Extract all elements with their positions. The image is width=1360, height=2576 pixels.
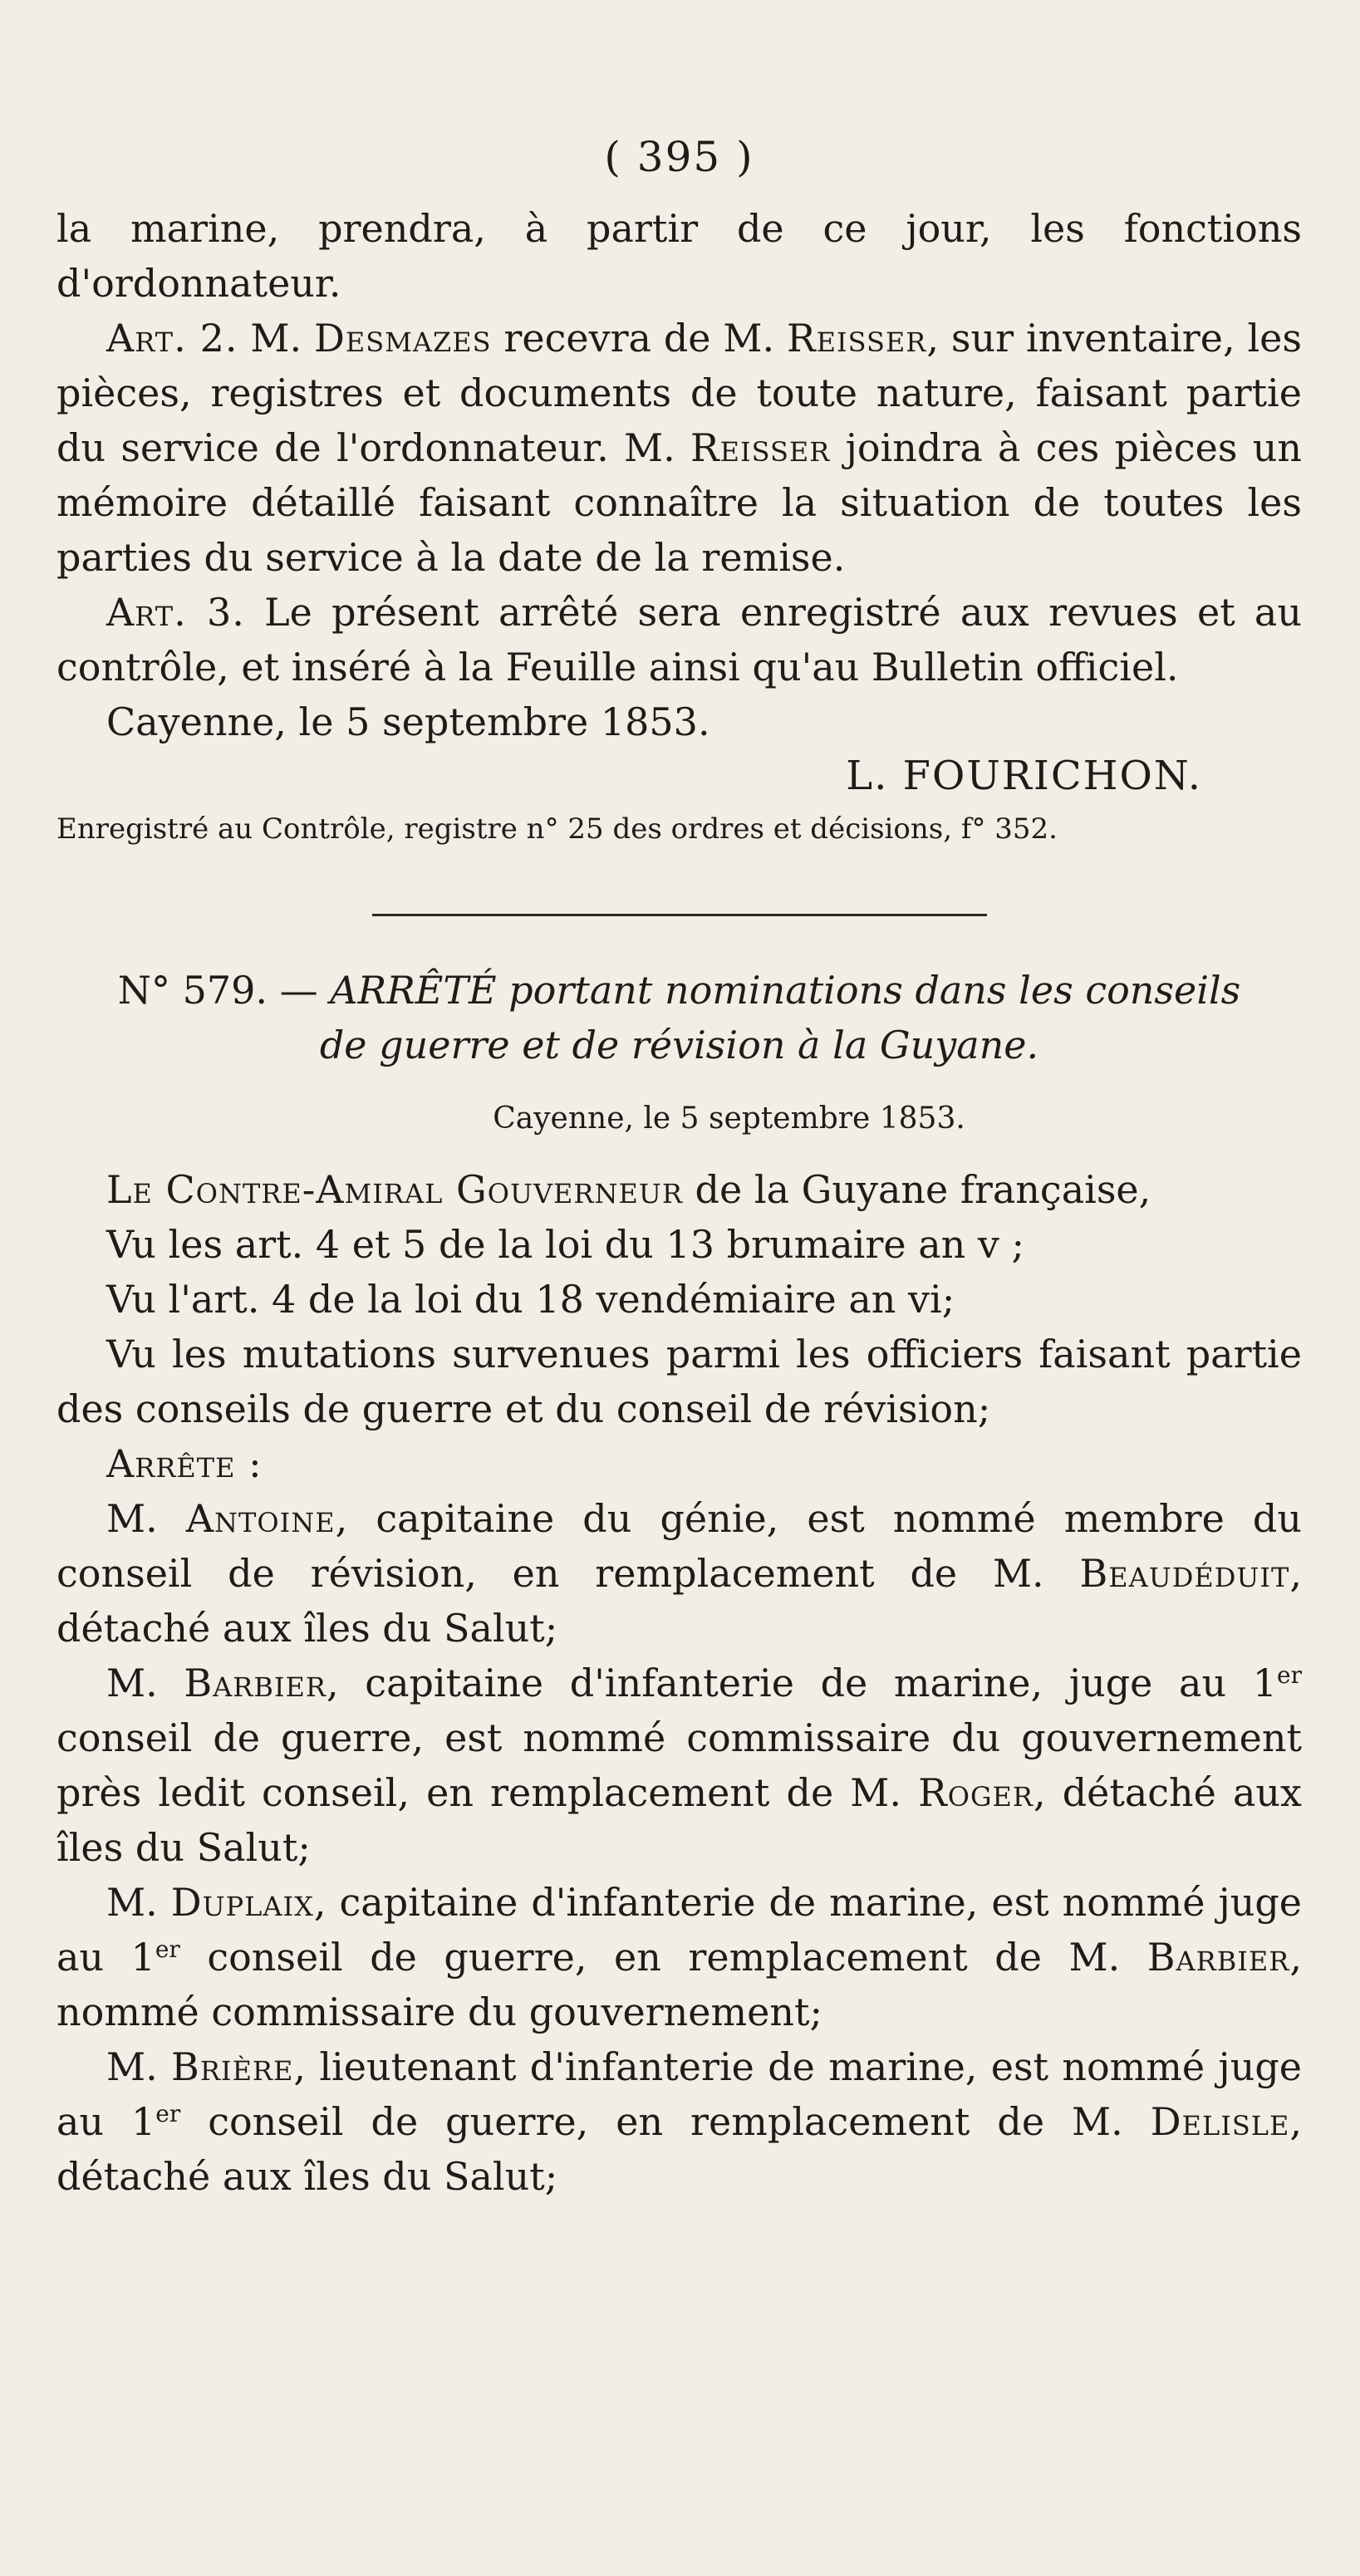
nomination-2: M. Barbier, capitaine d'infanterie de marine, juge au 1er conseil de guerre, est nommé commissaire du gouvernement près ledit conseil, en remplacement de M. Roger, détaché aux îles du Salut;: [56, 1661, 1302, 1870]
nomination-3: M. Duplaix, capitaine d'infanterie de marine, est nommé juge au 1er conseil de guerre, en remplacement de M. Barbier, nommé commissaire du gouvernement;: [56, 1880, 1302, 2034]
preamble: Le Contre-Amiral Gouverneur de la Guyane française,: [106, 1167, 1151, 1212]
issuer: Le Contre-Amiral Gouverneur: [106, 1167, 683, 1212]
nomination-1: M. Antoine, capitaine du génie, est nommé membre du conseil de révision, en remplacement de M. Beaudéduit, détaché aux îles du Salut;: [56, 1496, 1302, 1651]
article-2: Art. 2. M. Desmazes recevra de M. Reisser, sur inventaire, les pièces, registres et documents de toute nature, faisant partie du service de l'ordonnateur. M. Reisser joindra à ces pièces un mémoire détaillé faisant connaître la situation de toutes les parties du service à la date de la remise.: [56, 316, 1303, 580]
registration-note: Enregistré au Contrôle, registre n° 25 des ordres et décisions, f° 352.: [56, 812, 1058, 846]
person-name: Delisle: [1150, 2099, 1290, 2144]
decree-number: N° 579. —: [117, 968, 331, 1013]
person-name: Brière: [171, 2044, 294, 2089]
person-name: Reisser: [690, 425, 831, 470]
article-label: Art. 2.: [106, 316, 238, 361]
signature: L. FOURICHON.: [846, 753, 1202, 799]
person-name: Beaudéduit: [1079, 1551, 1290, 1596]
decree-place-date: Cayenne, le 5 septembre 1853.: [493, 1102, 965, 1136]
arrete-label: Arrête :: [106, 1441, 263, 1486]
nomination-4: M. Brière, lieutenant d'infanterie de marine, est nommé juge au 1er conseil de guerre, en remplacement de M. Delisle, détaché aux îles du Salut;: [56, 2044, 1302, 2199]
person-name: Barbier: [184, 1661, 327, 1705]
person-name: Desmazes: [313, 316, 492, 361]
date-line: Cayenne, le 5 septembre 1853.: [106, 699, 710, 744]
person-name: Duplaix: [170, 1880, 314, 1925]
page-number: ( 395 ): [604, 133, 754, 181]
person-name: Roger: [918, 1770, 1034, 1815]
person-name: Antoine: [185, 1496, 336, 1541]
section-divider: [372, 914, 987, 916]
person-name: Barbier: [1146, 1935, 1290, 1980]
article-3: Art. 3. Le présent arrêté sera enregistré aux revues et au contrôle, et inséré à la Feuille ainsi qu'au Bulletin officiel.: [56, 590, 1302, 689]
considerant-3: Vu les mutations survenues parmi les officiers faisant partie des conseils de guerre et du conseil de révision;: [56, 1332, 1302, 1431]
paragraph-continuation: la marine, prendra, à partir de ce jour, les fonctions d'ordonnateur.: [56, 206, 1302, 306]
considerant-2: Vu l'art. 4 de la loi du 18 vendémiaire an vi;: [106, 1277, 955, 1322]
decree-title: ARRÊTÉ portant nominations dans les conseils de guerre et de révision à la Guyane.: [319, 968, 1241, 1067]
article-label: Art. 3.: [106, 590, 245, 635]
decree-heading: [56, 963, 1302, 1072]
considerant-1: Vu les art. 4 et 5 de la loi du 13 brumaire an v ;: [106, 1222, 1025, 1267]
person-name: Reisser: [787, 316, 927, 361]
